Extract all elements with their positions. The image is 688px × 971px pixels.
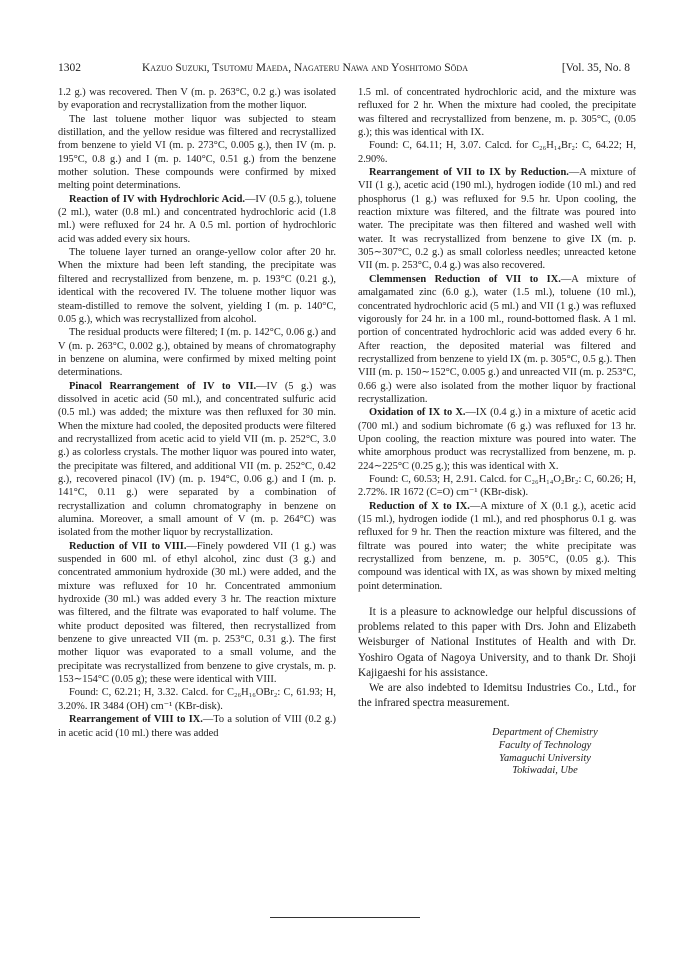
right-paragraph	[358, 605, 636, 681]
paragraph-text: We are also indebted to Idemitsu Industries Co., Ltd., for the infrared spectra measurement.	[358, 682, 636, 710]
paragraph-text: 1.5 ml. of concentrated hydrochloric acid, and the mixture was refluxed for 2 hr. When the mixture had cooled, the precipitate was filtered and recrystallized from benzene, m. p. 305°C, (0.05 g.); this was identical with IX.	[358, 87, 636, 139]
section-heading: Oxidation of IX to X.	[369, 407, 466, 419]
right-paragraph	[358, 681, 636, 711]
section-heading: Rearrangement of VII to IX by Reduction.	[369, 167, 569, 179]
paragraph-text: —IV (5 g.) was dissolved in acetic acid (50 ml.), and concentrated sulfuric acid (0.5 ml.) was added; the mixture was then refluxed for 30 min. When the mixture had cooled, the deposited products were filtered and recrystallized from acetic acid to yield VII (m. p. 252°C, 3.0 g.) as colorless crystals. The mother liquor was poured into water, the precipitate was filtered, and additional VII (m. p. 252°C, 0.42 g.), recovered pinacol (IV) (m. p. 194°C, 0.06 g.) and I (m. p. 141°C, 0.11 g.) were separated by a combination of recrystallization and column chromatography in benzene on alumina. Moreover, a small amount of V (m. p. 264°C) was isolated from the mother liquor by recrystallization.	[58, 380, 336, 539]
right-paragraph	[358, 166, 636, 273]
section-heading: Clemmensen Reduction of VII to IX.	[369, 273, 561, 285]
paragraph-text: Found: C, 64.11; H, 3.07. Calcd. for C₂₆H₁₄Br₂: C, 64.22; H, 2.90%.	[358, 140, 636, 165]
section-heading: Reaction of IV with Hydrochloric Acid.	[69, 193, 245, 205]
left-paragraph	[58, 113, 336, 193]
left-paragraph	[58, 686, 336, 713]
running-header	[58, 60, 630, 76]
paragraph-text: —IV (0.5 g.), toluene (2 ml.), water (0.8 ml.) and concentrated hydrochloric acid (1.8 ml.) were refluxed for 24 hr. A 0.5 ml. portion of hydrochloric acid was added every six hours.	[58, 193, 336, 245]
affiliation-block	[358, 727, 636, 777]
page-number: 1302	[58, 62, 81, 74]
right-paragraph	[358, 273, 636, 406]
paragraph-text: —To a solution of VIII (0.2 g.) in acetic acid (10 ml.) there was added	[58, 714, 336, 739]
right-paragraph	[358, 86, 636, 139]
paragraph-text: The residual products were filtered; I (m. p. 142°C, 0.06 g.) and V (m. p. 263°C, 0.002 g.), obtained by means of chromatography in benzene on alumina, were confirmed by mixed melting point determinations.	[58, 327, 336, 379]
footer-rule	[270, 917, 420, 918]
left-column	[58, 86, 336, 740]
left-paragraph	[58, 326, 336, 379]
left-paragraph	[58, 713, 336, 740]
affiliation-line: Tokiwadai, Ube	[512, 765, 578, 777]
right-paragraph	[358, 473, 636, 500]
right-paragraph	[358, 406, 636, 473]
author-line: Kazuo Suzuki, Tsutomu Maeda, Nagateru Nawa and Yoshitomo Sōda	[142, 62, 468, 74]
affiliation-line: Yamaguchi University	[499, 752, 591, 764]
left-paragraph	[58, 540, 336, 687]
right-column	[358, 86, 636, 778]
paragraph-text: The toluene layer turned an orange-yellow color after 20 hr. When the mixture had been left standing, the precipitate was filtered and recrystallized from benzene, m. p. 193°C (0.21 g.), identical with the recovered IV. The toluene mother liquor was steam-distilled to remove the solvent, yielding I (m. p. 140°C, 0.05 g.), which was recrystallized from alcohol.	[58, 247, 336, 325]
section-heading: Pinacol Rearrangement of IV to VII.	[69, 380, 257, 392]
paragraph-text: 1.2 g.) was recovered. Then V (m. p. 263°C, 0.2 g.) was isolated by evaporation and recrystallization from the mother liquor.	[58, 87, 336, 112]
section-heading: Reduction of VII to VIII.	[69, 540, 187, 552]
volume-issue: [Vol. 35, No. 8	[561, 62, 630, 74]
paragraph-text: —A mixture of VII (1 g.), acetic acid (190 ml.), hydrogen iodide (10 ml.) and red phosphorus (1 g.) was refluxed for 9.5 hr. Upon cooling, the reaction mixture was filtered, and the filtrate was poured into water. The precipitate was then filtered and washed well with water. It was recrystallized from benzene to give IX (m. p. 305∼307°C, 0.2 g.) as small colorless needles; unreacted ketone VII (m. p. 253°C, 0.4 g.) was also recovered.	[358, 167, 636, 272]
paragraph-text: Found: C, 62.21; H, 3.32. Calcd. for C₂₆H₁₆OBr₂: C, 61.93; H, 3.20%. IR 3484 (OH) cm⁻¹ (KBr-disk).	[58, 687, 336, 712]
paragraph-text: It is a pleasure to acknowledge our helpful discussions of problems related to this paper with Drs. John and Elizabeth Weisburger of National Institutes of Health and with Dr. Yoshiro Ogata of Nagoya University, and to thank Dr. Shoji Kajigaeshi for his assistance.	[358, 606, 636, 679]
left-paragraph	[58, 86, 336, 113]
right-paragraph	[358, 500, 636, 593]
section-heading: Rearrangement of VIII to IX.	[69, 714, 203, 726]
paragraph-text: —Finely powdered VII (1 g.) was suspended in 600 ml. of ethyl alcohol, zinc dust (3 g.) and concentrated ammonium hydroxide (30 ml.) were added, and the mixture was refluxed for 10 hr. Concentrated ammonium hydroxide (30 ml.) was added every 3 hr. The reaction mixture was filtered, and the filtrate was evaporated to half volume. The white product deposited was filtered, then recrystallized from benzene to give unreacted VII (m. p. 253°C, 0.31 g.). The first mother liquor was evaporated to a small volume, and the precipitate was recrystallized from benzene to give crystals, m. p. 153∼154°C (0.05 g); these were identical with VIII.	[58, 540, 336, 686]
affiliation-line: Department of Chemistry	[492, 727, 598, 739]
affiliation-line: Faculty of Technology	[498, 740, 592, 752]
right-paragraph	[358, 139, 636, 166]
paragraph-text: The last toluene mother liquor was subjected to steam distillation, and the yellow residue was filtered and recrystallized from benzene to yield VI (m. p. 273°C, 0.005 g.), then IV (m. p. 195°C, 0.8 g.) and I (m. p. 140°C, 0.51 g.) from the benzene mother solution. These compounds were confirmed by mixed melting point determinations.	[58, 113, 336, 192]
paragraph-text: —A mixture of X (0.1 g.), acetic acid (15 ml.), hydrogen iodide (1 ml.), and red phosphorus 0.1 g. was refluxed for 9 hr. Then the reaction mixture was filtered, and the filtrate was poured into water; the white precipitate was recrystallized from benzene, m. p. 305°C, (0.05 g.). This compound was identical with IX, as was shown by mixed melting point determination.	[358, 500, 636, 592]
paragraph-text: Found: C, 60.53; H, 2.91. Calcd. for C₂₆H₁₄O₂Br₂: C, 60.26; H, 2.72%. IR 1672 (C=O) cm⁻¹ (KBr-disk).	[358, 473, 636, 499]
section-heading: Reduction of X to IX.	[369, 500, 470, 512]
left-paragraph	[58, 246, 336, 326]
left-paragraph	[58, 193, 336, 246]
left-paragraph	[58, 380, 336, 540]
paragraph-text: —IX (0.4 g.) in a mixture of acetic acid (700 ml.) and sodium bichromate (6 g.) was refluxed for 13 hr. Upon cooling, the reaction mixture was poured into water. The white amorphous product was recrystallized from benzene, m. p. 224∼225°C (0.25 g.); this was identical with X.	[358, 407, 636, 472]
paragraph-text: —A mixture of amalgamated zinc (6.0 g.), water (1.5 ml.), toluene (10 ml.), concentrated hydrochloric acid (5 ml.) and VII (1 g.) was refluxed vigorously for 24 hr. in a 100 ml., round-bottomed flask. A 1 ml. portion of concentrated hydrochloric acid was added every 6 hr. After reaction, the deposited material was filtered and recrystallized from benzene to yield IX (m. p. 305°C, 0.5 g.). Then VIII (m. p. 150∼152°C, 0.005 g.) and unreacted VII (m. p. 253°C, 0.66 g.) were also isolated from the mother liquor by fractional recrystallization.	[358, 273, 636, 405]
